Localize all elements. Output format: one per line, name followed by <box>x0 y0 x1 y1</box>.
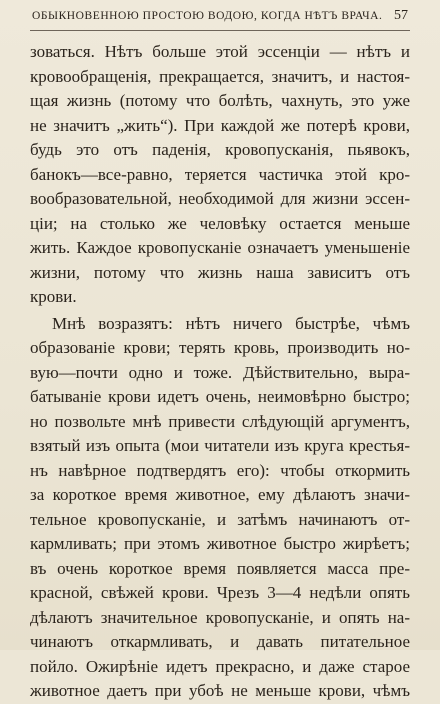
text-line: жизни, потому что жизнь наша зависитъ отъ <box>30 262 410 282</box>
text-line: вообразовательной, необходимой для жизни эссен- <box>30 189 410 208</box>
text-line: будь это отъ паденія, кровопусканія, пьявокъ, <box>30 140 410 159</box>
text-line: зоваться. Нѣтъ больше этой эссенціи — нѣтъ и <box>30 42 410 61</box>
text-line: вую—почти одно и тоже. Дѣйствительно, выра- <box>30 362 410 382</box>
text-line: дѣлаютъ значительное кровопусканіе, и опять на- <box>30 607 410 627</box>
text-line: щая жизнь (потому что болѣть, чахнуть, это уже <box>30 91 410 110</box>
text-line: красной, свѣжей крови. Чрезъ 3—4 недѣли опять <box>30 583 410 602</box>
text-line: образованіе крови; терять кровь, производить но- <box>30 338 410 357</box>
running-title: ОБЫКНОВЕННОЮ ПРОСТОЮ ВОДОЮ, КОГДА НѢТЪ ВРАЧА. <box>32 10 383 22</box>
text-line: но позвольте мнѣ привести слѣдующій аргументъ, <box>30 411 410 431</box>
text-line: батываніе крови идетъ очень, неимовѣрно быстро; <box>30 387 410 406</box>
header-rule <box>30 30 410 31</box>
text-line: тельное кровопусканіе, и затѣмъ начинаютъ от- <box>30 509 410 529</box>
text-line: жить. Каждое кровопусканіе означаетъ уменьшеніе <box>30 238 410 257</box>
text-line: въ очень короткое время появляется масса пре- <box>30 558 410 578</box>
body-text <box>30 40 410 704</box>
text-line: ціи; на столько же человѣку остается меньше <box>30 213 410 233</box>
text-line: крови. <box>30 287 77 306</box>
text-line: за короткое время животное, ему дѣлаютъ значи- <box>30 485 410 504</box>
text-line: нъ навѣрное подтвердятъ его): чтобы откормить <box>30 460 410 480</box>
text-line: кровообращенія, прекращается, значитъ, и настоя- <box>30 66 410 86</box>
paragraph-1 <box>30 40 410 310</box>
text-line: кармливать; при этомъ животное быстро жирѣетъ; <box>30 534 410 553</box>
running-head <box>32 8 408 28</box>
text-line: Мнѣ возразятъ: нѣтъ ничего быстрѣе, чѣмъ <box>52 313 410 333</box>
page-number: 57 <box>394 8 408 23</box>
text-line: животное даетъ при убоѣ не меньше крови, чѣмъ <box>30 681 410 700</box>
text-line: банокъ—все-равно, теряется частичка этой кро- <box>30 164 410 184</box>
text-line: не значитъ „жить“). При каждой же потерѣ крови, <box>30 115 410 135</box>
paragraph-2 <box>30 312 410 704</box>
text-line: взятый изъ опыта (мои читатели изъ круга крестья- <box>30 436 410 455</box>
text-line: чинаютъ откармливать, и давать питательное <box>30 632 410 651</box>
text-line: пойло. Ожирѣніе идетъ прекрасно, и даже старое <box>30 656 410 676</box>
